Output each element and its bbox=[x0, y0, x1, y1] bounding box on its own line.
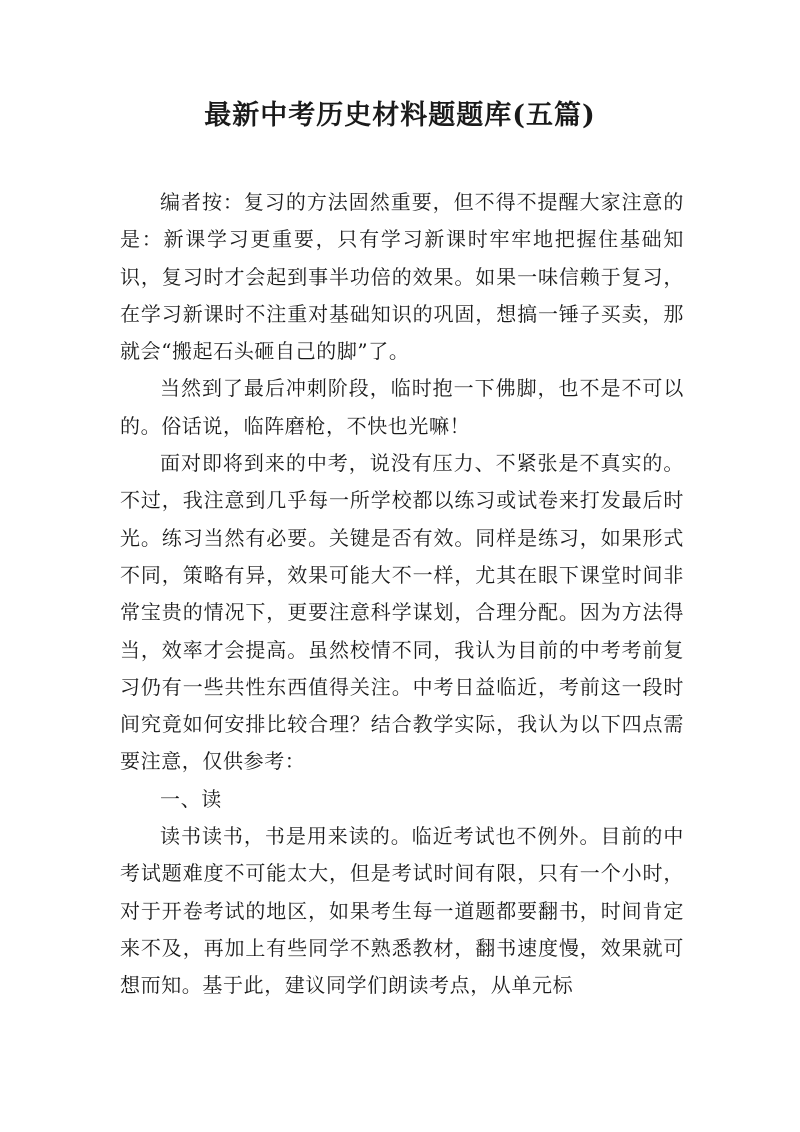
paragraph-editor-note: 编者按：复习的方法固然重要，但不得不提醒大家注意的是：新课学习更重要，只有学习新课时牢牢地把握住基础知识，复习时才会起到事半功倍的效果。如果一味信赖于复习，在学习新课时不注重对基础知识的巩固，想搞一锤子买卖，那就会“搬起石头砸自己的脚”了。 bbox=[120, 190, 684, 364]
paragraph-reading: 读书读书，书是用来读的。临近考试也不例外。目前的中考试题难度不可能太大，但是考试时间有限，只有一个小时，对于开卷考试的地区，如果考生每一道题都要翻书，时间肯定来不及，再加上有些同学不熟悉教材，翻书速度慢，效果就可想而知。基于此，建议同学们朗读考点，从单元标 bbox=[120, 824, 684, 998]
section-heading-read: 一、读 bbox=[160, 786, 222, 811]
paragraph-exam-advice: 面对即将到来的中考，说没有压力、不紧张是不真实的。不过，我注意到几乎每一所学校都以练习或试卷来打发最后时光。练习当然有必要。关键是否有效。同样是练习，如果形式不同，策略有异，效果可能大不一样，尤其在眼下课堂时间非常宝贵的情况下，更要注意科学谋划，合理分配。因为方法得当，效率才会提高。虽然校情不同，我认为目前的中考考前复习仍有一些共性东西值得关注。中考日益临近，考前这一段时间究竟如何安排比较合理？结合教学实际，我认为以下四点需要注意，仅供参考： bbox=[120, 451, 684, 774]
paragraph-last-sprint: 当然到了最后冲刺阶段，临时抱一下佛脚，也不是不可以的。俗话说，临阵磨枪，不快也光嘛！ bbox=[120, 376, 684, 438]
document-body bbox=[120, 184, 684, 1005]
document-title: 最新中考历史材料题题库(五篇) bbox=[204, 100, 596, 131]
